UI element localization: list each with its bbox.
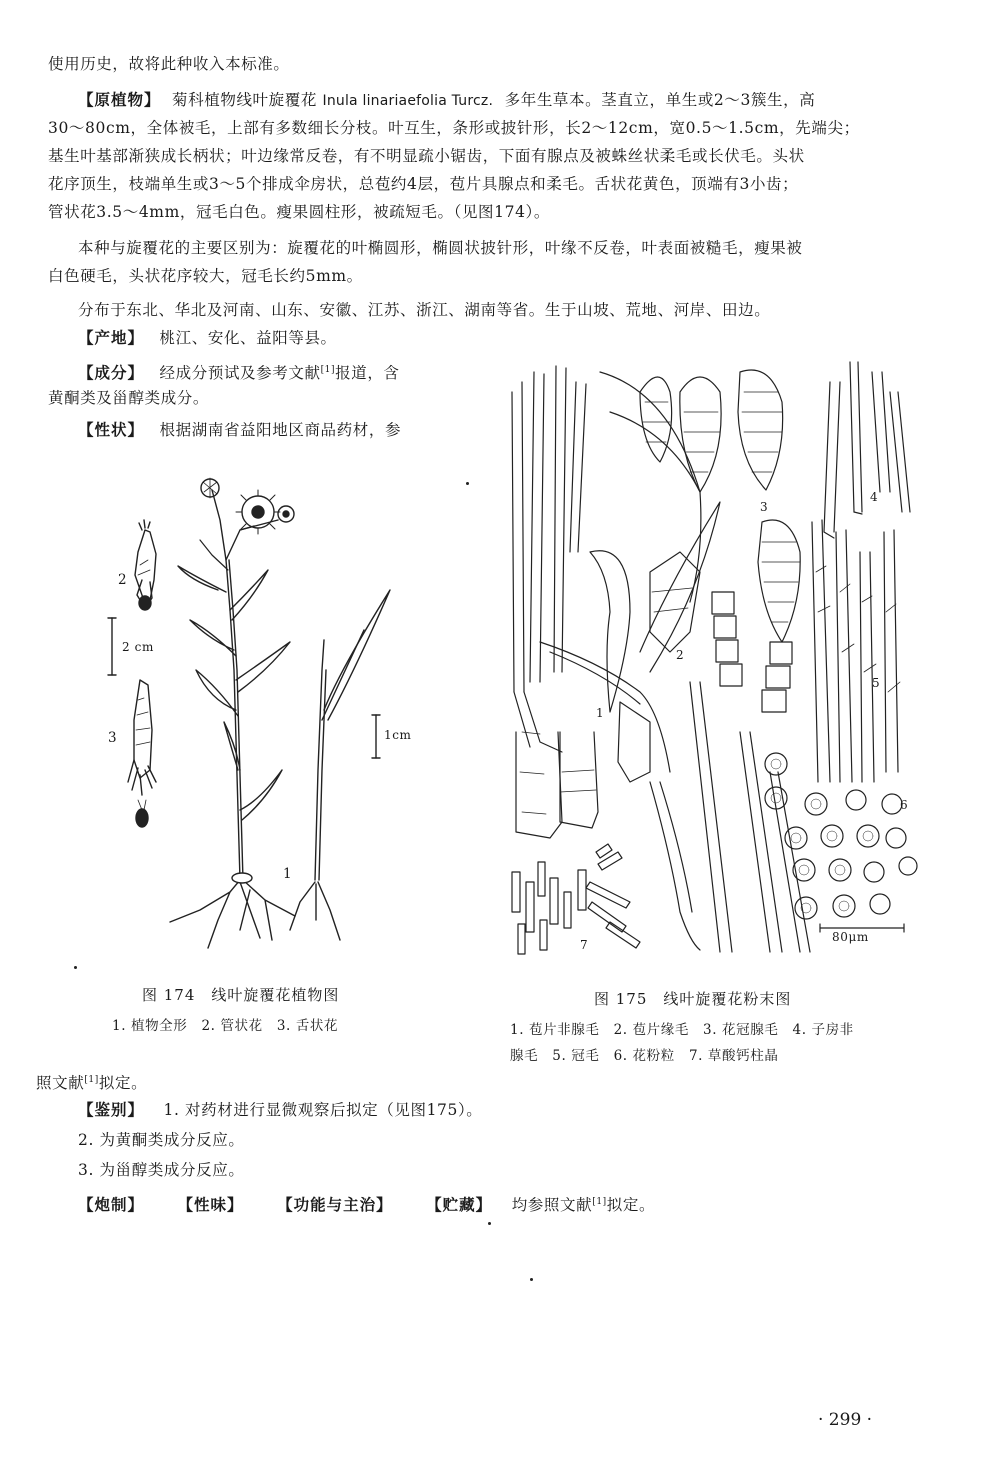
scale-label: 1cm	[384, 728, 412, 742]
text-line: 白色硬毛，头状花序较大，冠毛长约5mm。	[48, 267, 363, 285]
scale-label: 80μm	[832, 930, 869, 944]
text-line: 使用历史，故将此种收入本标准。	[48, 55, 290, 73]
text-line: 【产地】 桃江、安化、益阳等县。	[78, 329, 337, 347]
text-line: 3. 为甾醇类成分反应。	[78, 1161, 245, 1179]
long-hair-bundle	[650, 682, 810, 952]
figure-label: 2	[676, 648, 685, 662]
figure-label: 1	[596, 706, 605, 720]
section-heading-plant: 【原植物】	[78, 91, 161, 109]
text-line: 分布于东北、华北及河南、山东、安徽、江苏、浙江、湖南等省。生于山坡、荒地、河岸、田边。	[78, 301, 771, 319]
text-line: 【性状】 根据湖南省益阳地区商品药材，参	[78, 421, 402, 439]
ovary-non-glandular-hair	[824, 362, 910, 538]
text-line: 【炮制】 【性味】 【功能与主治】 【贮藏】 均参照文献[1]拟定。	[78, 1196, 656, 1215]
text-line: 照文献[1]拟定。	[36, 1074, 148, 1093]
text-line: 花序顶生，枝端单生或3～5个排成伞房状，总苞约4层，苞片具腺点和柔毛。舌状花黄色，顶端有3小齿；	[48, 175, 799, 193]
plant-illustration	[90, 470, 470, 950]
figure-label: 2	[118, 572, 128, 588]
section-heading-composition: 【成分】	[78, 364, 145, 383]
figure-label: 5	[872, 676, 881, 690]
text-line: 【鉴别】 1. 对药材进行显微观察后拟定（见图175）。	[78, 1101, 483, 1119]
figure-175-legend-line2: 腺毛 5. 冠毛 6. 花粉粒 7. 草酸钙柱晶	[510, 1048, 779, 1064]
print-speck	[74, 966, 77, 969]
section-heading-origin: 【产地】	[78, 329, 145, 347]
section-heading-character: 【性状】	[78, 421, 145, 439]
print-speck	[530, 1278, 533, 1281]
bract-marginal-hair	[540, 372, 720, 782]
text-line: 黄酮类及甾醇类成分。	[48, 389, 210, 407]
text-line: 本种与旋覆花的主要区别为：旋覆花的叶椭圆形，椭圆状披针形，叶缘不反卷，叶表面被糙毛，瘦果被	[78, 239, 803, 257]
powder-microscopy-illustration	[500, 352, 920, 962]
calcium-oxalate-prisms	[512, 844, 640, 954]
print-speck	[466, 482, 469, 485]
figure-label: 7	[580, 938, 589, 952]
figure-174-legend: 1. 植物全形 2. 管状花 3. 舌状花	[112, 1018, 339, 1034]
text-line: 2. 为黄酮类成分反应。	[78, 1131, 245, 1149]
figure-175-caption: 图 175 线叶旋覆花粉末图	[594, 990, 792, 1008]
bract-non-glandular-hair	[512, 366, 598, 838]
ray-flower-drawing	[128, 680, 156, 827]
tubular-flower-drawing	[135, 520, 156, 610]
text-line: 基生叶基部渐狭成长柄状；叶边缘常反卷，有不明显疏小锯齿，下面有腺点及被蛛丝状柔毛或长伏毛。头状	[48, 147, 805, 165]
figure-label: 6	[900, 798, 909, 812]
section-heading-storage: 【贮藏】	[426, 1196, 493, 1215]
section-heading-taste: 【性味】	[177, 1196, 244, 1215]
text-line: 【原植物】 菊科植物线叶旋覆花 Inula linariaefolia Turcz. 多年生草本。茎直立，单生或2～3簇生，高	[78, 91, 816, 109]
section-heading-function: 【功能与主治】	[277, 1196, 393, 1215]
text-line: 30～80cm，全体被毛，上部有多数细长分枝。叶互生，条形或披针形，长2～12cm，宽0.5～1.5cm，先端尖；	[48, 119, 860, 137]
figure-label: 1	[283, 866, 293, 882]
figure-175-legend-line1: 1. 苞片非腺毛 2. 苞片缘毛 3. 花冠腺毛 4. 子房非	[510, 1022, 854, 1038]
print-speck	[488, 1222, 491, 1225]
section-heading-identification: 【鉴别】	[78, 1101, 145, 1119]
pappus-hair	[812, 520, 900, 782]
text-line: 【成分】 经成分预试及参考文献[1]报道，含	[78, 364, 400, 383]
latin-name: Inula linariaefolia Turcz.	[322, 93, 494, 109]
text-line: 管状花3.5～4mm，冠毛白色。瘦果圆柱形，被疏短毛。（见图174）。	[48, 203, 550, 221]
whole-plant-drawing	[170, 478, 390, 948]
figure-label: 3	[760, 500, 769, 514]
figure-174-caption: 图 174 线叶旋覆花植物图	[142, 986, 340, 1004]
figure-label: 4	[870, 490, 879, 504]
page-number: · 299 ·	[818, 1410, 873, 1430]
corolla-glandular-hair	[640, 370, 800, 712]
section-heading-processing: 【炮制】	[78, 1196, 145, 1215]
figure-label: 3	[108, 730, 118, 746]
pollen-grains	[765, 753, 917, 919]
scale-label: 2 cm	[122, 640, 154, 654]
